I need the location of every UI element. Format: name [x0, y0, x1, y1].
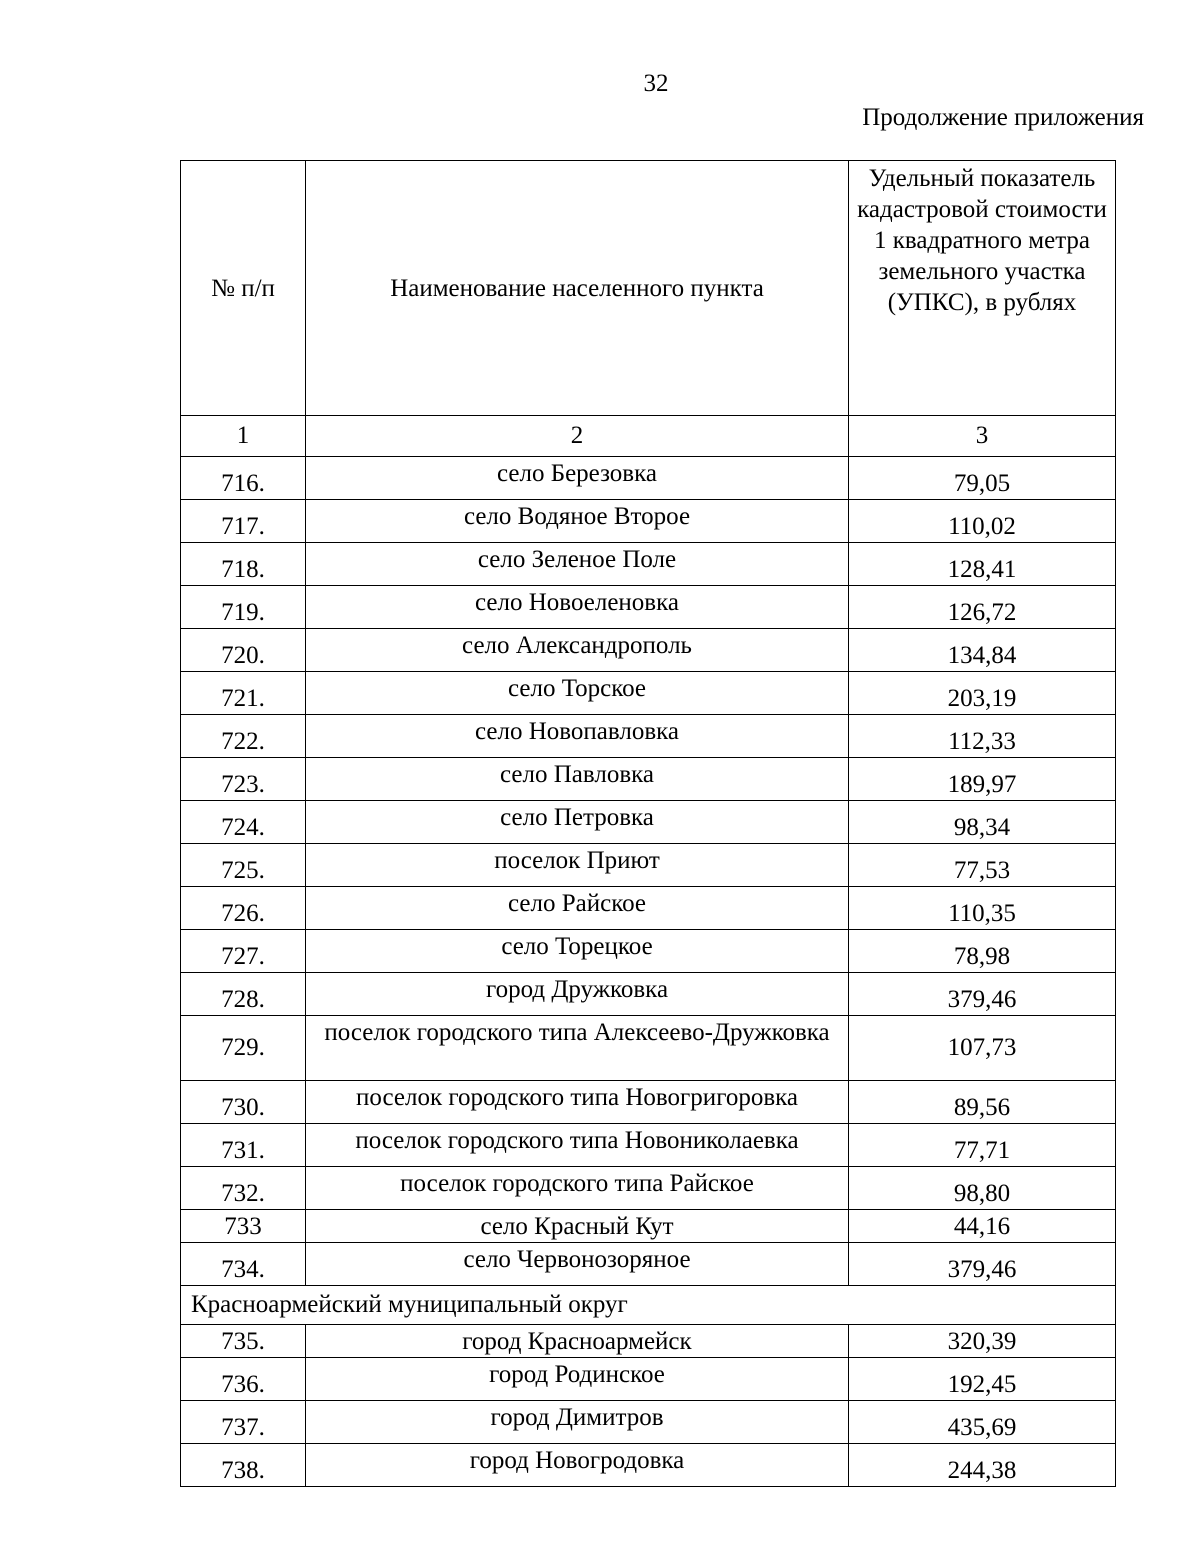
row-number: 722. — [181, 715, 306, 758]
upks-value: 89,56 — [849, 1081, 1116, 1124]
upks-value: 107,73 — [849, 1016, 1116, 1081]
table-row — [181, 586, 1116, 629]
section-body — [181, 1286, 1116, 1325]
upks-value: 244,38 — [849, 1444, 1116, 1487]
settlement-name: село Новоеленовка — [306, 586, 849, 629]
settlement-name: село Зеленое Поле — [306, 543, 849, 586]
header-settlement-name: Наименование населенного пункта — [306, 161, 849, 416]
row-number: 733 — [181, 1210, 306, 1243]
settlement-name: город Новогродовка — [306, 1444, 849, 1487]
table-row — [181, 930, 1116, 973]
table-row — [181, 1243, 1116, 1286]
upks-value: 98,34 — [849, 801, 1116, 844]
table-row — [181, 887, 1116, 930]
row-number: 721. — [181, 672, 306, 715]
table-body-group1 — [181, 457, 1116, 1286]
settlement-name: город Димитров — [306, 1401, 849, 1444]
continuation-title: Продолжение приложения — [862, 104, 1144, 131]
table-row — [181, 1210, 1116, 1243]
upks-value: 77,53 — [849, 844, 1116, 887]
row-number: 720. — [181, 629, 306, 672]
table-row — [181, 500, 1116, 543]
table-row — [181, 758, 1116, 801]
upks-value: 435,69 — [849, 1401, 1116, 1444]
upks-value: 134,84 — [849, 629, 1116, 672]
upks-value: 379,46 — [849, 973, 1116, 1016]
row-number: 737. — [181, 1401, 306, 1444]
upks-value: 320,39 — [849, 1325, 1116, 1358]
column-number: 3 — [849, 416, 1116, 457]
upks-value: 98,80 — [849, 1167, 1116, 1210]
settlement-name: город Красноармейск — [306, 1325, 849, 1358]
table-row — [181, 1124, 1116, 1167]
cadastral-value-table — [180, 160, 1116, 1487]
table-row — [181, 1444, 1116, 1487]
settlement-name: поселок городского типа Алексеево-Дружковка — [306, 1016, 849, 1081]
settlement-name: село Червонозоряное — [306, 1243, 849, 1286]
column-number: 2 — [306, 416, 849, 457]
table-row — [181, 1081, 1116, 1124]
row-number: 726. — [181, 887, 306, 930]
header-number: № п/п — [181, 161, 306, 416]
settlement-name: село Водяное Второе — [306, 500, 849, 543]
upks-value: 110,35 — [849, 887, 1116, 930]
header-upks: Удельный показатель кадастровой стоимости 1 квадратного метра земельного участка (УПКС), в рублях — [849, 161, 1116, 416]
row-number: 734. — [181, 1243, 306, 1286]
settlement-name: поселок городского типа Новониколаевка — [306, 1124, 849, 1167]
settlement-name: село Павловка — [306, 758, 849, 801]
table-row — [181, 1358, 1116, 1401]
upks-value: 379,46 — [849, 1243, 1116, 1286]
upks-value: 189,97 — [849, 758, 1116, 801]
settlement-name: город Родинское — [306, 1358, 849, 1401]
row-number: 719. — [181, 586, 306, 629]
row-number: 728. — [181, 973, 306, 1016]
upks-value: 126,72 — [849, 586, 1116, 629]
table-row — [181, 844, 1116, 887]
settlement-name: село Петровка — [306, 801, 849, 844]
table-row — [181, 801, 1116, 844]
row-number: 729. — [181, 1016, 306, 1081]
table-row — [181, 629, 1116, 672]
upks-value: 110,02 — [849, 500, 1116, 543]
upks-value: 44,16 — [849, 1210, 1116, 1243]
table-header-row — [181, 161, 1116, 416]
settlement-name: село Красный Кут — [306, 1210, 849, 1243]
upks-value: 203,19 — [849, 672, 1116, 715]
row-number: 717. — [181, 500, 306, 543]
table-body-group2 — [181, 1325, 1116, 1487]
upks-value: 79,05 — [849, 457, 1116, 500]
row-number: 730. — [181, 1081, 306, 1124]
table-row — [181, 543, 1116, 586]
row-number: 718. — [181, 543, 306, 586]
row-number: 736. — [181, 1358, 306, 1401]
table-row — [181, 1325, 1116, 1358]
row-number: 735. — [181, 1325, 306, 1358]
row-number: 732. — [181, 1167, 306, 1210]
settlement-name: поселок городского типа Райское — [306, 1167, 849, 1210]
table-row — [181, 715, 1116, 758]
column-number: 1 — [181, 416, 306, 457]
row-number: 724. — [181, 801, 306, 844]
upks-value: 78,98 — [849, 930, 1116, 973]
row-number: 731. — [181, 1124, 306, 1167]
table-row — [181, 973, 1116, 1016]
upks-value: 128,41 — [849, 543, 1116, 586]
table-row — [181, 457, 1116, 500]
row-number: 725. — [181, 844, 306, 887]
settlement-name: село Новопавловка — [306, 715, 849, 758]
table-row — [181, 1016, 1116, 1081]
row-number: 723. — [181, 758, 306, 801]
section-row — [181, 1286, 1116, 1325]
row-number: 738. — [181, 1444, 306, 1487]
upks-value: 192,45 — [849, 1358, 1116, 1401]
settlement-name: поселок городского типа Новогригоровка — [306, 1081, 849, 1124]
table-row — [181, 672, 1116, 715]
row-number: 727. — [181, 930, 306, 973]
upks-value: 112,33 — [849, 715, 1116, 758]
table-row — [181, 1401, 1116, 1444]
settlement-name: село Александрополь — [306, 629, 849, 672]
row-number: 716. — [181, 457, 306, 500]
section-title: Красноармейский муниципальный округ — [181, 1286, 1116, 1325]
settlement-name: село Торское — [306, 672, 849, 715]
column-number-row — [181, 416, 1116, 457]
settlement-name: поселок Приют — [306, 844, 849, 887]
table-row — [181, 1167, 1116, 1210]
settlement-name: город Дружковка — [306, 973, 849, 1016]
settlement-name: село Райское — [306, 887, 849, 930]
settlement-name: село Березовка — [306, 457, 849, 500]
page-number: 32 — [643, 70, 669, 97]
settlement-name: село Торецкое — [306, 930, 849, 973]
upks-value: 77,71 — [849, 1124, 1116, 1167]
